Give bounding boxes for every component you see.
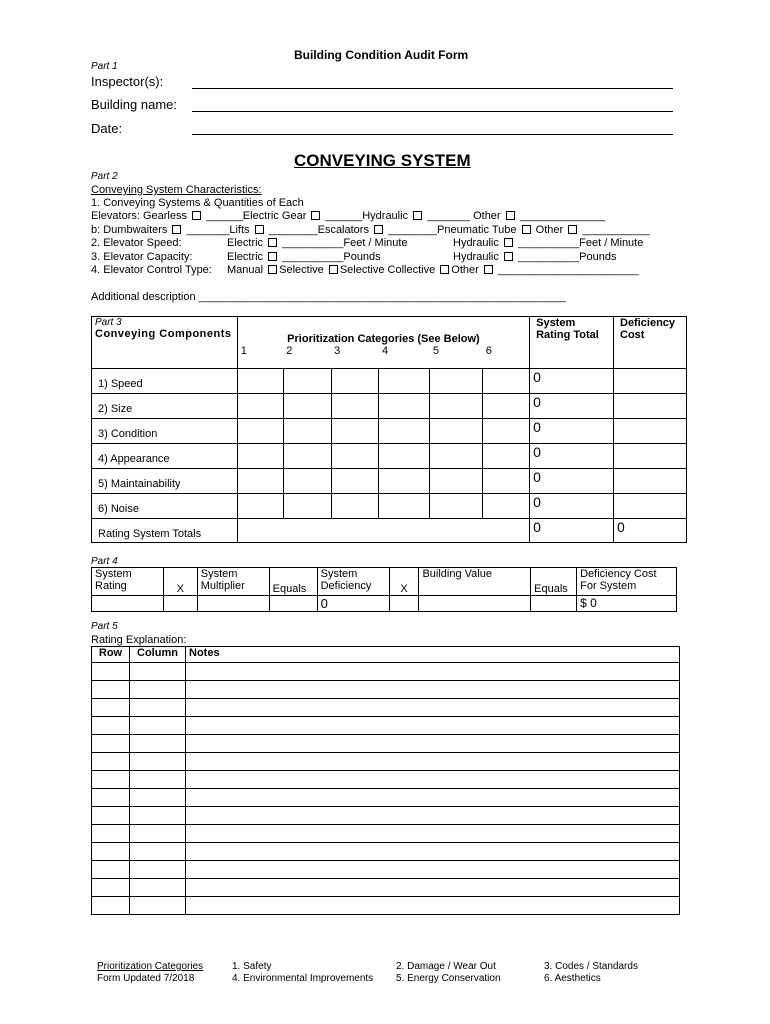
table-row — [92, 753, 680, 771]
rating-cell[interactable] — [237, 469, 283, 494]
part1-label: Part 1 — [91, 61, 118, 72]
dumbwaiter-other-field[interactable]: ___________ — [579, 224, 650, 236]
table-row — [92, 825, 680, 843]
rating-total: 0 — [530, 369, 614, 394]
conveying-quantities-line: 1. Conveying Systems & Quantities of Each — [91, 197, 304, 209]
component-label: 5) Maintainability — [92, 469, 238, 494]
rating-cell[interactable] — [283, 444, 331, 469]
control-other-checkbox[interactable] — [484, 265, 493, 274]
deficiency-cost-header: Deficiency Cost — [614, 317, 687, 369]
totals-spacer — [237, 519, 529, 543]
table-row — [92, 843, 680, 861]
speed-hydraulic-field[interactable]: __________Feet / Minute — [514, 237, 644, 249]
multiply-spacer — [389, 596, 419, 612]
rating-total: 0 — [530, 419, 614, 444]
rating-cell[interactable] — [379, 494, 430, 519]
selective-collective-label: Selective Collective — [339, 264, 436, 276]
notes-cell[interactable] — [186, 789, 680, 807]
control-label: 4. Elevator Control Type: — [91, 264, 212, 276]
rating-cell[interactable] — [430, 394, 483, 419]
electric-gear-checkbox[interactable] — [311, 211, 320, 220]
rating-explanation-table — [91, 646, 680, 915]
table-row — [92, 771, 680, 789]
column-cell[interactable] — [130, 807, 186, 825]
deficiency-cell[interactable] — [614, 419, 687, 444]
elevator-other-label: _______ Other — [424, 210, 501, 222]
speed-electric-checkbox[interactable] — [268, 238, 277, 247]
category-damage: 2. Damage / Wear Out — [396, 961, 496, 972]
category-environmental: 4. Environmental Improvements — [232, 973, 374, 984]
row-header: Row — [92, 647, 130, 663]
notes-cell[interactable] — [186, 681, 680, 699]
control-line — [91, 264, 212, 276]
column-cell[interactable] — [130, 789, 186, 807]
dumbwaiter-other-label: Other — [532, 224, 564, 236]
elevator-other-field[interactable]: ______________ — [516, 210, 606, 222]
table-row — [92, 681, 680, 699]
column-header: Column — [130, 647, 186, 663]
column-cell[interactable] — [130, 843, 186, 861]
speed-line — [91, 237, 182, 249]
rating-cell[interactable] — [379, 369, 430, 394]
control-other-label: Other — [451, 264, 479, 276]
control-other-field[interactable]: _______________________ — [494, 264, 639, 276]
inspector-field[interactable] — [192, 88, 673, 89]
deficiency-cell[interactable] — [614, 494, 687, 519]
dumbwaiters-label: b: Dumbwaiters — [91, 224, 168, 236]
row-cell[interactable] — [92, 699, 130, 717]
speed-label: 2. Elevator Speed: — [91, 237, 182, 249]
rating-cell[interactable] — [483, 369, 530, 394]
table-row — [92, 663, 680, 681]
column-cell[interactable] — [130, 861, 186, 879]
elevator-other-checkbox[interactable] — [506, 211, 515, 220]
category-2: 2 — [283, 345, 331, 369]
equals-label: Equals — [269, 568, 317, 596]
column-cell[interactable] — [130, 897, 186, 915]
manual-label: Manual — [227, 264, 264, 276]
date-label: Date: — [91, 121, 123, 136]
totals-label: Rating System Totals — [92, 519, 238, 543]
rating-cell[interactable] — [237, 494, 283, 519]
lifts-checkbox[interactable] — [255, 225, 264, 234]
column-cell[interactable] — [130, 771, 186, 789]
dumbwaiters-checkbox[interactable] — [172, 225, 181, 234]
deficiency-cell[interactable] — [614, 369, 687, 394]
rating-cell[interactable] — [237, 369, 283, 394]
building-name-label: Building name: — [91, 97, 177, 112]
column-cell[interactable] — [130, 879, 186, 897]
rating-cell[interactable] — [483, 394, 530, 419]
rating-cell[interactable] — [331, 369, 379, 394]
capacity-hydraulic-field[interactable]: __________Pounds — [514, 251, 617, 263]
rating-cell[interactable] — [237, 394, 283, 419]
notes-cell[interactable] — [186, 843, 680, 861]
inspector-label: Inspector(s): — [91, 74, 164, 89]
row-cell[interactable] — [92, 861, 130, 879]
rating-cell[interactable] — [483, 419, 530, 444]
rating-cell[interactable] — [331, 444, 379, 469]
control-options — [227, 264, 639, 276]
rating-cell[interactable] — [237, 444, 283, 469]
notes-cell[interactable] — [186, 879, 680, 897]
components-header: Conveying Components — [95, 328, 232, 340]
deficiency-cost-value: $ 0 — [577, 596, 677, 612]
category-safety: 1. Safety — [232, 961, 272, 972]
rating-cell[interactable] — [283, 494, 331, 519]
component-label: 1) Speed — [92, 369, 238, 394]
notes-cell[interactable] — [186, 825, 680, 843]
manual-checkbox[interactable] — [268, 265, 277, 274]
speed-hydraulic — [453, 237, 643, 249]
notes-cell[interactable] — [186, 699, 680, 717]
multiply-spacer — [163, 596, 197, 612]
system-deficiency-cell — [317, 568, 389, 596]
system-deficiency-value: 0 — [317, 596, 389, 612]
selective-checkbox[interactable] — [329, 265, 338, 274]
section-title: CONVEYING SYSTEM — [294, 151, 471, 170]
rating-cell[interactable] — [331, 394, 379, 419]
row-cell[interactable] — [92, 789, 130, 807]
rating-cell[interactable] — [379, 444, 430, 469]
part3-label: Part 3 — [95, 317, 122, 328]
system-deficiency-label: System Deficiency — [320, 568, 372, 592]
capacity-electric-checkbox[interactable] — [268, 252, 277, 261]
row-cell[interactable] — [92, 663, 130, 681]
capacity-electric-label: Electric — [227, 251, 264, 263]
column-cell[interactable] — [130, 717, 186, 735]
column-cell[interactable] — [130, 825, 186, 843]
table-row — [92, 879, 680, 897]
notes-cell[interactable] — [186, 897, 680, 915]
table-row — [92, 897, 680, 915]
rating-cell[interactable] — [430, 444, 483, 469]
capacity-label: 3. Elevator Capacity: — [91, 251, 193, 263]
column-cell[interactable] — [130, 699, 186, 717]
component-label: 6) Noise — [92, 494, 238, 519]
rating-cell[interactable] — [430, 369, 483, 394]
pneumatic-tube-checkbox[interactable] — [522, 225, 531, 234]
capacity-hydraulic — [453, 251, 616, 263]
date-field[interactable] — [192, 134, 673, 135]
part5-label: Part 5 — [91, 621, 118, 632]
table-row — [92, 699, 680, 717]
notes-header: Notes — [186, 647, 680, 663]
rating-cell[interactable] — [483, 494, 530, 519]
speed-electric — [227, 237, 408, 249]
dumbwaiters-line — [91, 224, 650, 236]
speed-electric-label: Electric — [227, 237, 264, 249]
additional-description[interactable]: Additional description ____________________________________________________________ — [91, 291, 566, 303]
notes-cell[interactable] — [186, 861, 680, 879]
system-rating-label: System Rating — [92, 568, 164, 596]
equals-label: Equals — [531, 568, 577, 596]
categories-header: Prioritization Categories (See Below) — [237, 317, 529, 345]
system-rating-header: System Rating Total — [530, 317, 614, 369]
rating-cell[interactable] — [283, 394, 331, 419]
equals-spacer — [269, 596, 317, 612]
building-value-label: Building Value — [419, 568, 531, 596]
table-row — [92, 717, 680, 735]
conveying-components-table — [91, 316, 687, 543]
deficiency-cell[interactable] — [614, 394, 687, 419]
capacity-line — [91, 251, 193, 263]
rating-total: 0 — [530, 444, 614, 469]
rating-explanation-heading: Rating Explanation: — [91, 634, 187, 646]
building-name-field[interactable] — [192, 111, 673, 112]
footer-updated: Form Updated 7/2018 — [97, 973, 195, 984]
column-cell[interactable] — [130, 753, 186, 771]
rating-cell[interactable] — [483, 444, 530, 469]
rating-cell[interactable] — [331, 494, 379, 519]
building-value-field[interactable] — [419, 596, 531, 612]
pneumatic-tube-label: ________Pneumatic Tube — [385, 224, 517, 236]
table-row — [92, 394, 687, 419]
rating-cell[interactable] — [331, 469, 379, 494]
row-cell[interactable] — [92, 717, 130, 735]
deficiency-cell[interactable] — [614, 444, 687, 469]
hydraulic-label: ______Hydraulic — [322, 210, 409, 222]
category-1: 1 — [237, 345, 283, 369]
rating-cell[interactable] — [430, 469, 483, 494]
rating-cell[interactable] — [379, 419, 430, 444]
escalators-label: ________Escalators — [265, 224, 369, 236]
notes-cell[interactable] — [186, 717, 680, 735]
system-rating-value[interactable] — [92, 596, 164, 612]
row-cell[interactable] — [92, 843, 130, 861]
lifts-label: _______Lifts — [183, 224, 250, 236]
speed-hydraulic-checkbox[interactable] — [504, 238, 513, 247]
rating-cell[interactable] — [483, 469, 530, 494]
rating-cell[interactable] — [430, 419, 483, 444]
part4-label: Part 4 — [91, 556, 118, 567]
totals-deficiency: 0 — [614, 519, 687, 543]
category-3: 3 — [331, 345, 379, 369]
column-cell[interactable] — [130, 663, 186, 681]
rating-cell[interactable] — [379, 394, 430, 419]
row-cell[interactable] — [92, 825, 130, 843]
table-row — [92, 369, 687, 394]
category-energy: 5. Energy Conservation — [396, 973, 501, 984]
part2-label: Part 2 — [91, 171, 118, 182]
capacity-hydraulic-label: Hydraulic — [453, 251, 499, 263]
selective-collective-checkbox[interactable] — [440, 265, 449, 274]
system-multiplier-value[interactable] — [197, 596, 269, 612]
table-row — [92, 494, 687, 519]
category-6: 6 — [483, 345, 530, 369]
component-label: 4) Appearance — [92, 444, 238, 469]
rating-cell[interactable] — [283, 469, 331, 494]
table-row — [92, 861, 680, 879]
rating-total: 0 — [530, 494, 614, 519]
table-row — [92, 807, 680, 825]
capacity-hydraulic-checkbox[interactable] — [504, 252, 513, 261]
deficiency-cost-label: Deficiency Cost For System — [577, 568, 677, 596]
row-cell[interactable] — [92, 681, 130, 699]
rating-cell[interactable] — [283, 369, 331, 394]
notes-cell[interactable] — [186, 735, 680, 753]
category-4: 4 — [379, 345, 430, 369]
rating-total: 0 — [530, 394, 614, 419]
totals-row — [92, 519, 687, 543]
component-label: 2) Size — [92, 394, 238, 419]
row-cell[interactable] — [92, 807, 130, 825]
capacity-electric — [227, 251, 381, 263]
multiply-sign: X — [163, 568, 197, 596]
deficiency-calculation-table — [91, 567, 677, 612]
column-cell[interactable] — [130, 681, 186, 699]
dumbwaiter-other-checkbox[interactable] — [568, 225, 577, 234]
row-cell[interactable] — [92, 879, 130, 897]
speed-electric-field[interactable]: __________Feet / Minute — [279, 237, 408, 249]
electric-gear-label: ______Electric Gear — [203, 210, 307, 222]
components-header-spacer — [92, 345, 238, 369]
footer-categories-title: Prioritization Categories — [97, 961, 204, 972]
speed-hydraulic-label: Hydraulic — [453, 237, 499, 249]
capacity-electric-field[interactable]: __________Pounds — [279, 251, 381, 263]
form-title: Building Condition Audit Form — [294, 48, 469, 62]
column-cell[interactable] — [130, 735, 186, 753]
part3-header-cell — [92, 317, 238, 345]
rating-cell[interactable] — [283, 419, 331, 444]
elevators-label: Elevators: Gearless — [91, 210, 187, 222]
row-cell[interactable] — [92, 735, 130, 753]
notes-cell[interactable] — [186, 753, 680, 771]
rating-cell[interactable] — [379, 469, 430, 494]
rating-cell[interactable] — [331, 419, 379, 444]
table-row — [92, 419, 687, 444]
elevators-line — [91, 210, 605, 222]
escalators-checkbox[interactable] — [374, 225, 383, 234]
totals-rating: 0 — [530, 519, 614, 543]
table-row — [92, 789, 680, 807]
row-cell[interactable] — [92, 897, 130, 915]
row-cell[interactable] — [92, 753, 130, 771]
rating-cell[interactable] — [430, 494, 483, 519]
category-5: 5 — [430, 345, 483, 369]
gearless-checkbox[interactable] — [192, 211, 201, 220]
deficiency-cell[interactable] — [614, 469, 687, 494]
rating-total: 0 — [530, 469, 614, 494]
characteristics-heading: Conveying System Characteristics: — [91, 184, 262, 196]
notes-cell[interactable] — [186, 663, 680, 681]
table-row — [92, 469, 687, 494]
hydraulic-checkbox[interactable] — [413, 211, 422, 220]
table-row — [92, 735, 680, 753]
component-label: 3) Condition — [92, 419, 238, 444]
rating-cell[interactable] — [237, 419, 283, 444]
equals-spacer — [531, 596, 577, 612]
multiply-sign: X — [389, 568, 419, 596]
notes-cell[interactable] — [186, 807, 680, 825]
table-row — [92, 444, 687, 469]
category-aesthetics: 6. Aesthetics — [544, 973, 601, 984]
selective-label: Selective — [279, 264, 324, 276]
category-codes: 3. Codes / Standards — [544, 961, 638, 972]
row-cell[interactable] — [92, 771, 130, 789]
system-multiplier-label: System Multiplier — [197, 568, 269, 596]
notes-cell[interactable] — [186, 771, 680, 789]
